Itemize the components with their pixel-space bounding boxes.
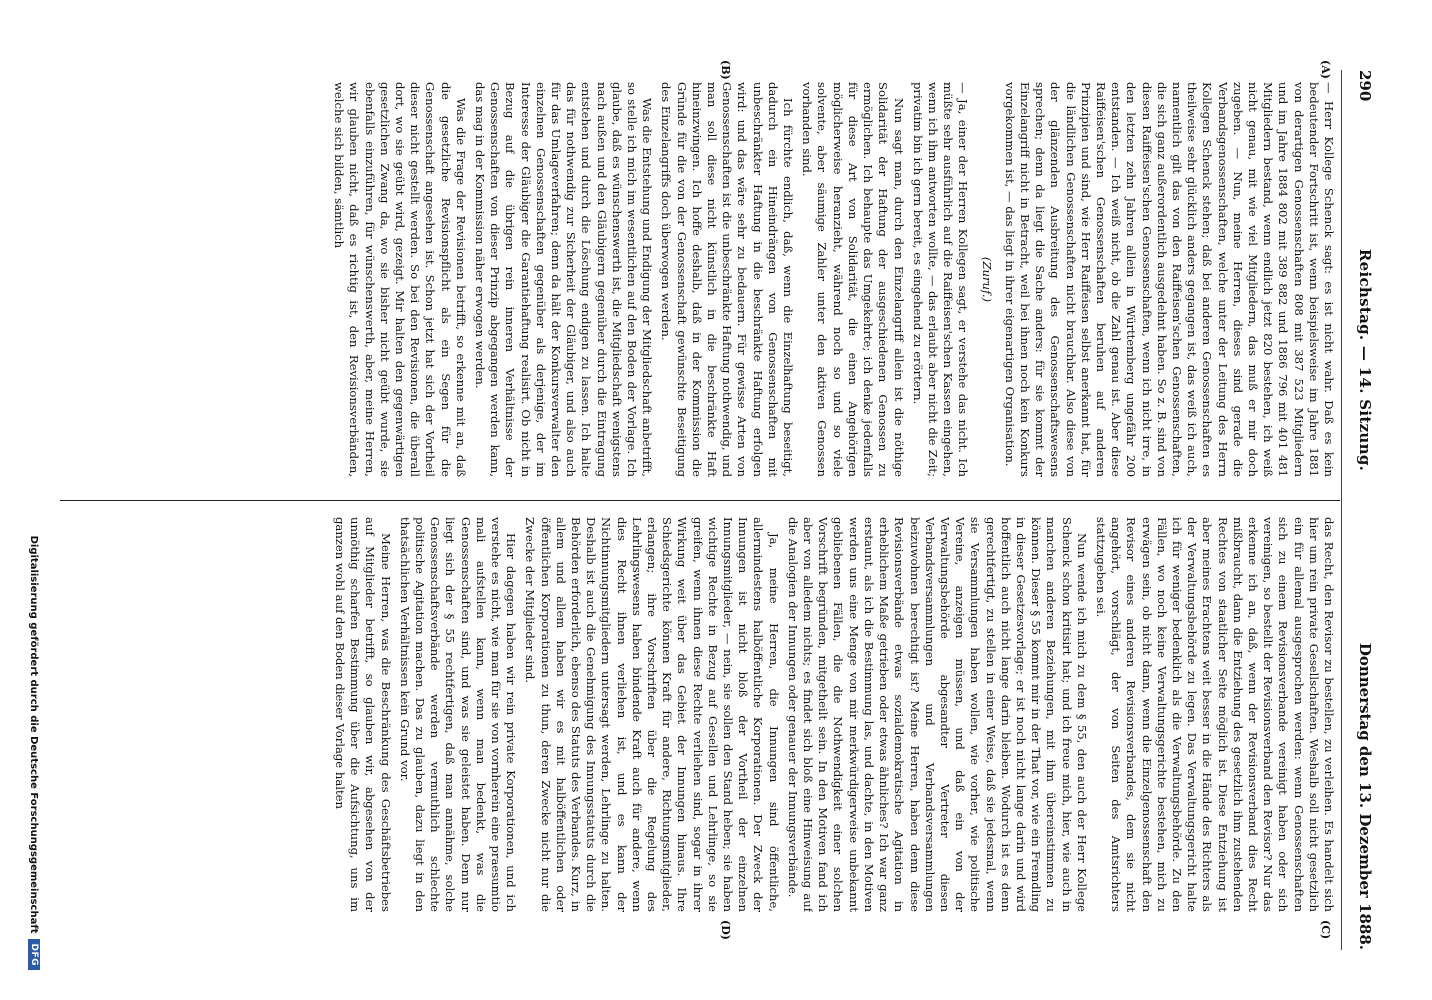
margin-marker-c: (C) [1319,920,1332,940]
right-column [66,517,1336,912]
paragraph: Ja, meine Herren, die Innungen sind öffentliche, allermindestens halböffentliche Korporationen. Der Zweck der Innungen ist nicht bloß der Vortheil der einzelnen Innungsmitglieder, — nein, sie sollen den Stand heben; sie haben wichtige Rechte in Bezug auf Gesellen und Lehrlinge, so sie greifen, wenn ihnen diese Rechte verliehen sind, sogar in ihrer Wirkung weit über das Gebiet der Innungen hinaus. Ihre Schiedsgerichte können Kraft für andere, Richtungsmitglieder, erlangen; ihre Vorschriften über die Regelung des Lehrlingswesens haben bindende Kraft auch für andere, wenn dies Recht ihnen verliehen ist, und es kann der Nichtinnungsmitgliedern untersagt werden, Lehrlinge zu halten. Deshalb ist auch die Genehmigung des Innungsstatuts durch die Behörden erforderlich, ebenso des Statuts des Verbandes. Kurz, in allem und allem haben wir es mit halböffentlichen oder öffentlichen Korporationen zu thun, deren Zwecke nicht nur die Zwecke der Mitglieder sind. [523,517,781,912]
paragraph: Meine Herren, was die Beschränkung des Geschäftsbetriebes auf Mitglieder betrifft, so glauben wir, abgesehen von der unnöthig scharfen Bestimmung über die Aufsichtung, uns im ganzen wohl auf den Boden dieser Vorlage halten [333,517,393,912]
digitization-note: Digitalisierung gefördert durch die Deutsche Forschungsgemeinschaft [28,535,40,934]
paragraph: Hier dagegen haben wir rein private Korporationen, und ich verstehe es nicht, wie man für sie von vornherein eine praesumtio mali aufstellen kann, wenn man bedenkt, was die Genossenschaften sind, und was sie geleistet haben. Denn nur liegt sich der § 55 rechtfertigen, daß man annähme, solche Genossenschaftsverbände werden vermuthlich schlechte politische Agitation machen. Das zu glauben, dazu liegt in den thatsächlichen Verhältnissen kein Grund vor. [397,517,519,912]
dfg-logo: DFG [28,939,40,970]
paragraph: Ich fürchte endlich, daß, wenn die Einzelhaftung beseitigt, dadurch ein Hineindrängen von Genossenschaften mit unbeschränkter Haftung in die beschränkte Haftung erfolgen wird: und das wäre sehr zu bedauern. Für gewisse Arten von Genossenschaften ist die unbeschränkte Haftung nothwendig, und man soll diese nicht künstlich in die beschränkte Haft hineinzwingen. Ich hoffe deshalb, daß in der Kommission die Gründe für die von der Genossenschaft gewünschte Beseitigung des Einzelangriffs doch überwogen werden. [659,82,796,477]
column-divider [60,500,1340,501]
header-rule [1341,70,1342,950]
margin-marker-a: (A) [1319,60,1332,79]
running-head: Reichstag. — 14. Sitzung. [1356,248,1374,472]
stage-direction: (Zuruf.) [979,256,994,303]
paragraph: Nun sagt man, durch den Einzelangriff allein ist die nöthige Solidarität der Haftung der ausgeschiedenen Genossen zu ermöglichen. Ich behaupte das Umgekehrte; ich denke jedenfalls für diese Art von Solidarität, die einen Angehörigen möglicherweise heranzieht, während noch so und so viele solvente, aber säumige Zahler unter den aktiven Genossen vorhanden sind. [800,82,906,477]
paragraph: Nun wende ich mich zu dem § 55, den auch der Herr Kollege Schenck schon kritisirt hat; und ich freue mich, hier, wie auch in manchen anderen Beziehungen, mit ihm übereinstimmen zu können. Dieser § 55 kommt mir in der That vor, wie ein Fremdling in dieser Gesetzesvorlage; er ist noch nicht lange darin und wird hoffentlich auch nicht lange darin bleiben. Wodurch ist es denn gerechtfertigt, zu stellen in einer Weise, daß sie jedesmal, wenn sie Versammlungen haben wollen, wie vorher, wie politische Vereine, anzeigen müssen, und daß ein von der Verwaltungsbehörde abgesandter Vertreter diesen Verbandsversammlungen und Verbandsversammlungen beizuwohnen berechtigt ist? Meine Herren, haben denn diese Revisionsverbände etwas sozialdemokratische Agitation in erheblichem Maße getrieben oder etwas ähnliches? Ich war ganz erstaunt, als ich die Bestimmung las, und dachte, in den Motiven werden uns eine Menge von mir merkwürdigerweise unbekannt gebliebenen Fällen, die die Nothwendigkeit einer solchen Vorschrift begründen, mitgetheilt sein. In den Motiven fand ich aber von alledem nichts; es findet sich bloß eine Hinweisung auf die Analogien der Innungen oder genauer der Innungsverbände. [785,517,1089,912]
left-column [66,82,1336,477]
paragraph: Was die Frage der Revisionen betrifft, so erkenne mit an, daß die gesetzliche Revisionspflicht als ein Segen für die Genossenschaft angesehen ist. Schon jetzt hat sich der Vortheil dieser nicht gestellt werden. So bei den Revisionen, die überall dort, wo sie geübt wird, gezeigt. Mir halten den gegenwärtigen gesetzlichen Zwang da, wo sie bisher nicht geübt wurde, sie ebenfalls einzuführen, für wünschenswerth, aber, meine Herren, wir glauben nicht, daß es richtig ist, den Revisionsverbänden, welche sich bilden, sämtlich [332,82,468,477]
paragraph: das Recht, den Revisor zu bestellen, zu verleihen. Es handelt sich hier um rein private Gesellschaften. Weshalb soll nicht gesetzlich ein für allemal ausgesprochen werden: wenn Genossenschaften sich zu einem Revisionsverbande vereinigt haben oder sich vereinigen, so bestellt der Revisionsverband den Revisor? Nur das erkenne ich an, daß, wenn der Revisionsverband dies Recht mißbraucht, dann die Entziehung des gesetzlich ihm zustehenden Rechtes von staatlicher Seite möglich ist. Diese Entziehung ist aber meines Erachtens weit besser in die Hände des Richters als der Verwaltungsbehörde zu legen. Das Verwaltungsgericht halte ich für weniger bedenklich als die Verwaltungsbehörde. Zu den Fällen, wo noch keine Verwaltungsgerichte bestehen, mich zu erwägen sein, ob nicht dann, wenn die Einzelgenossenschaft den Revisor eines anderen Revisionsverbandes, dem sie nicht angehört, vorschlägt, der von Seiten des Amtsrichters stattzugeben sei. [1093,517,1336,912]
digitization-credit [24,470,44,970]
paragraph: Was die Entstehung und Endigung der Mitgliedschaft anbetrifft, so stelle ich mich im wesentlichen auf den Boden der Vorlage. Ich glaube, daß es wünschenswerth ist, die Mitgliedschaft wenigstens nach außen und den Gläubigern gegenüber durch die Eintragung entstehen und durch die Löschung endigen zu lassen. Ich halte das für nothwendig zur Sicherheit der Gläubiger, und also auch für das Umlageverfahren; denn da hält der Konkursverwalter den einzelnen Genossenschaften gegenüber als derjenige, der im Interesse der Gläubiger die Garantiehaftung realisirt. Ob nicht in Bezug auf die übrigen rein inneren Verhältnisse der Genossenschaften von dieser Prinzip abgegangen werden kann, das mag in der Kommission näher erwogen werden. [473,82,655,477]
margin-marker-d: (D) [719,920,732,940]
margin-marker-b: (B) [719,60,732,80]
paragraph: — Herr Kollege Schenck sagt: es ist nicht wahr. Daß es kein bedeutender Fortschritt ist, wenn beispielsweise im Jahre 1881 von derartigen Genossenschaften 808 mit 387 523 Mitgliedern und im Jahre 1884 802 mit 389 882 und 1886 796 mit 401 481 Mitgliedern bestand, wenn endlich jetzt 820 bestehen, ich weiß nicht genau, mit wie viel Mitgliedern, das muß er mir doch zugeben. — Nun, meine Herren, dieses sind gerade die Verbandsgenossenschaften, welche unter der Leitung des Herrn Kollegen Schenck stehen; daß bei anderen Genossenschaften es theilweise sehr glücklich anders gegangen ist, das weiß ich auch, namentlich gilt das von den Raiffeisen'schen Genossenschaften, die sich ganz außerordentlich ausgedehnt haben. So z. B. sind von diesen Raiffeisen'schen Genossenschaften, wenn ich nicht irre, in den letzten zehn Jahren allein in Württemberg ungefähr 200 entstanden. — Ich weiß nicht, ob die Zahl genau ist. Aber diese Raiffeisen'schen Genossenschaften beruhen auf anderen Prinzipien und sind, wie Herr Raiffeisen selbst anerkannt hat, für die ländlichen Genossenschaften nicht brauchbar. Also diese von der glänzenden Ausbreitung des Genossenschaftswesens sprechen; denn da liegt die Sache anders: für sie kommt der Einzelangriff nicht in Betracht, weil bei ihnen noch kein Konkurs vorgekommen ist, — das liegt in ihrer eigenartigen Organisation. [1002,82,1336,477]
page-number: 290 [1356,70,1374,102]
paragraph: — Ja, einer der Herren Kollegen sagt, er verstehe das nicht. Ich müßte sehr ausführlich auf die Raiffeisen'schen Kassen eingehen, wenn ich ihm antworten wollte, — das erlaubt aber nicht die Zeit; privatim bin ich gern bereit, es eingehend zu erörtern. [910,82,971,477]
page-header [1344,70,1374,950]
session-date: Donnerstag den 13. Dezember 1888. [1356,642,1374,950]
